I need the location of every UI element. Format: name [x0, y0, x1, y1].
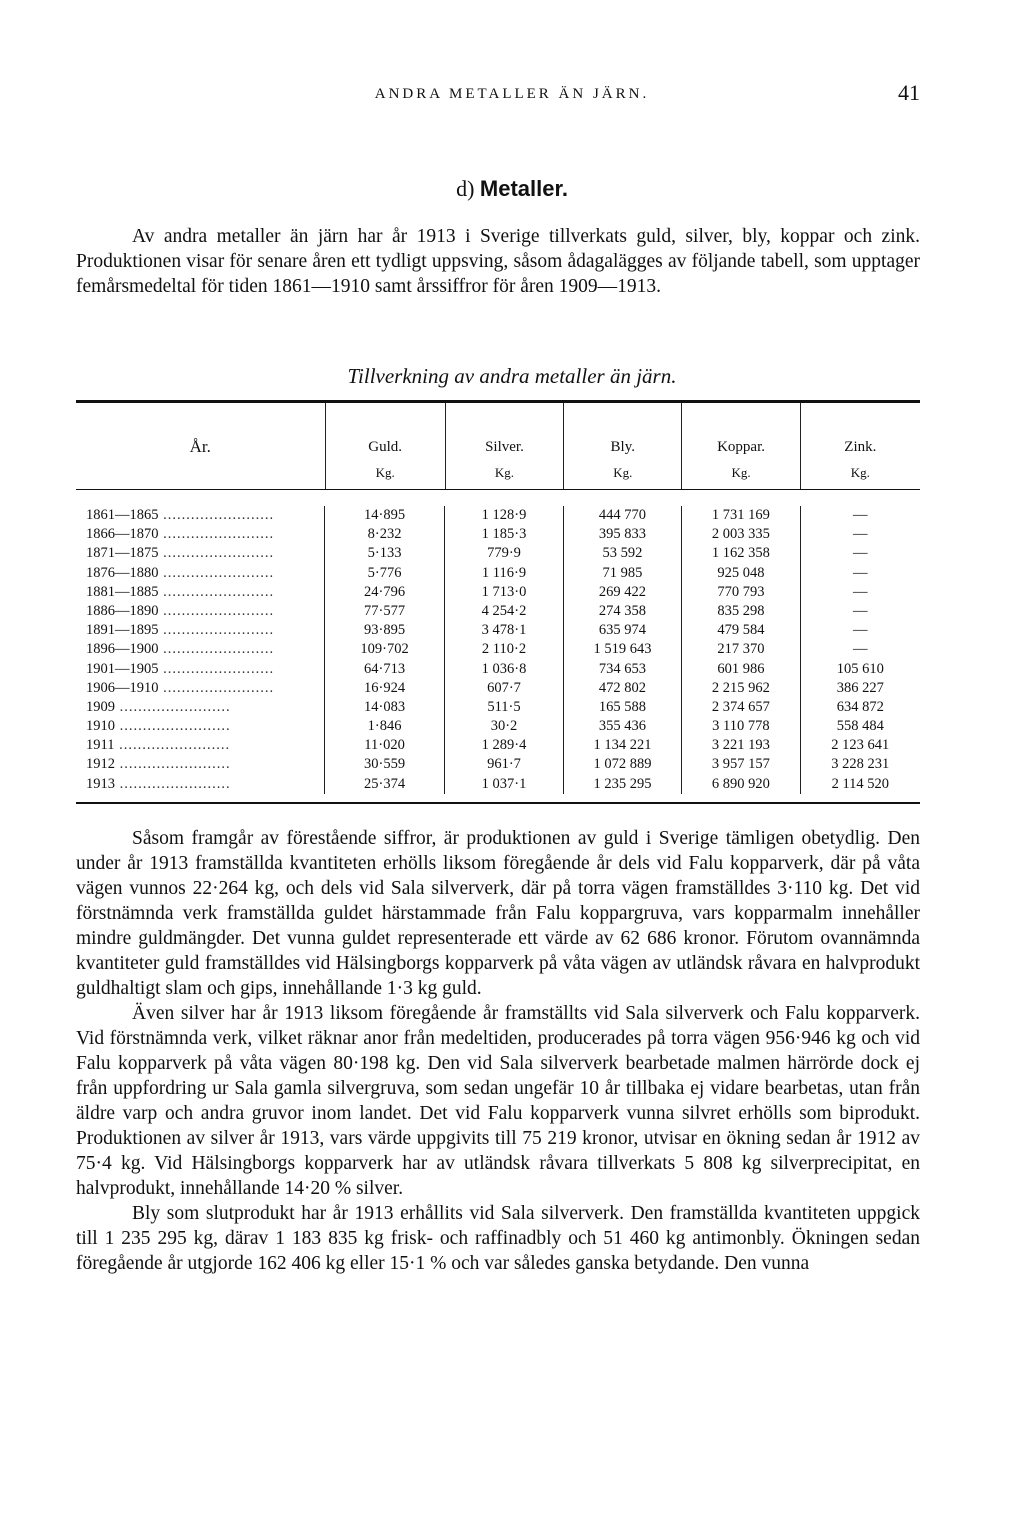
cell-zink — [801, 640, 920, 659]
cell-koppar — [682, 525, 800, 544]
cell-silver-value: 4 254·2 — [481, 602, 527, 619]
cell-bly — [564, 602, 682, 621]
cell-silver — [445, 717, 563, 736]
cell-koppar-value: 3 221 193 — [711, 737, 770, 754]
cell-zink-value: 558 484 — [836, 718, 884, 735]
leader-dots: ........................ — [115, 775, 231, 792]
cell-year-value: 1866—1870 — [86, 526, 159, 543]
cell-bly-value: 395 833 — [598, 526, 646, 543]
cell-guld — [325, 775, 445, 794]
cell-guld-value: 8·232 — [367, 526, 402, 543]
cell-zink — [801, 736, 920, 755]
intro-paragraph: Av andra metaller än järn har år 1913 i Sverige tillverkats guld, silver, bly, koppar och zink. Produktionen visar för senare åren ett tydligt uppsving, såsom ådagalägges av följande tabell, som upptager femårsmedeltal för tiden 1861—1910 samt årssiffror för åren 1909—1913. — [76, 226, 920, 297]
paragraph-bly: Bly som slutprodukt har år 1913 erhållits vid Sala silververk. Den framställda kvantiteten uppgick till 1 235 295 kg, därav 1 183 835 kg frisk- och raffinadbly och 51 460 kg antimonbly. Ökningen sedan föregående år utgjorde 162 406 kg eller 15·1 % och var således ganska betydande. Den vunna — [76, 1203, 920, 1274]
cell-koppar-value: 1 162 358 — [711, 545, 770, 562]
table-row — [76, 698, 920, 717]
cell-guld — [325, 679, 445, 698]
cell-koppar-value: 770 793 — [717, 583, 765, 600]
cell-koppar — [682, 621, 800, 640]
cell-koppar-value: 2 215 962 — [711, 679, 770, 696]
cell-koppar-value: 217 370 — [717, 641, 765, 658]
cell-guld — [325, 660, 445, 679]
cell-bly — [564, 640, 682, 659]
paragraph-silver: Även silver har år 1913 liksom föregående år framställts vid Sala silververk och Falu kopparverk. Vid förstnämnda verk, vilket räknar anor från medeltiden, producerades på torra vägen 956·946 kg och vid Falu kopparverk på våta vägen 80·198 kg. Den vid Sala silververk bearbetade malmen härrörde dock ej från uppfordring ur Sala gamla silvergruva, som sedan ungefär 10 år tillbaka ej vidare bearbetas, utan från äldre varp och andra gruvor inom landet. Det vid Falu kopparverk vunna silvret erhölls som biprodukt. Produktionen av silver år 1913, vars värde uppgivits till 75 219 kronor, utvisar en ökning sedan år 1912 av 75·4 kg. Vid Hälsingborgs kopparverk har av utländsk råvara tillverkats 5 808 kg silverprecipitat, en halvprodukt, innehållande 14·20 % silver. — [76, 1003, 920, 1199]
running-head: ANDRA METALLER ÄN JÄRN. — [374, 86, 650, 102]
cell-silver-value: 1 036·8 — [481, 660, 527, 677]
cell-guld — [325, 736, 445, 755]
cell-koppar — [682, 717, 800, 736]
table-row — [76, 525, 920, 544]
cell-silver — [445, 564, 563, 583]
cell-koppar-value: 2 003 335 — [711, 526, 770, 543]
cell-silver-value: 961·7 — [487, 756, 521, 773]
cell-guld-value: 16·924 — [364, 679, 406, 696]
cell-guld-value: 1·846 — [367, 718, 402, 735]
cell-koppar-value: 3 110 778 — [712, 718, 770, 735]
cell-koppar-value: 601 986 — [717, 660, 765, 677]
cell-koppar — [682, 775, 800, 794]
cell-bly-value: 1 519 643 — [593, 641, 652, 658]
cell-year-value: 1910 — [86, 718, 115, 735]
cell-koppar — [682, 736, 800, 755]
cell-bly — [564, 525, 682, 544]
cell-koppar — [682, 602, 800, 621]
cell-silver — [445, 602, 563, 621]
table-row — [76, 621, 920, 640]
cell-year-value: 1886—1890 — [86, 602, 159, 619]
cell-bly-value: 734 653 — [598, 660, 646, 677]
column-header-label: Zink. — [844, 439, 877, 455]
cell-guld — [325, 698, 445, 717]
leader-dots: ........................ — [115, 756, 231, 773]
cell-bly-value: 444 770 — [598, 507, 646, 523]
cell-koppar-value: 1 731 169 — [711, 507, 770, 523]
cell-bly-value: 274 358 — [598, 602, 646, 619]
cell-guld-value: 30·559 — [364, 756, 406, 773]
cell-year — [76, 775, 325, 794]
cell-koppar-value: 835 298 — [717, 602, 765, 619]
cell-silver-value: 511·5 — [487, 698, 521, 715]
cell-year — [76, 660, 325, 679]
cell-bly-value: 355 436 — [598, 718, 646, 735]
cell-year — [76, 621, 325, 640]
cell-bly-value: 635 974 — [598, 622, 646, 639]
cell-guld — [325, 525, 445, 544]
leader-dots: ........................ — [115, 698, 231, 715]
column-header-unit: Kg. — [613, 465, 633, 480]
cell-year — [76, 717, 325, 736]
column-header-bly — [564, 403, 682, 489]
cell-guld — [325, 583, 445, 602]
cell-year — [76, 544, 325, 563]
cell-guld-value: 77·577 — [364, 602, 406, 619]
body-text — [76, 826, 920, 1276]
cell-koppar — [682, 564, 800, 583]
leader-dots: ........................ — [158, 679, 275, 696]
leader-dots: ........................ — [158, 602, 275, 619]
cell-guld — [325, 717, 445, 736]
cell-guld — [325, 640, 445, 659]
column-header-guld — [326, 403, 446, 489]
table-body — [76, 490, 920, 802]
cell-zink — [801, 583, 920, 602]
cell-bly-value: 165 588 — [598, 698, 646, 715]
cell-year-value: 1876—1880 — [86, 564, 159, 581]
column-header-unit: Kg. — [731, 465, 751, 480]
cell-bly-value: 1 134 221 — [593, 737, 652, 754]
leader-dots: ........................ — [158, 545, 275, 562]
cell-koppar — [682, 544, 800, 563]
table-caption: Tillverkning av andra metaller än järn. — [347, 364, 677, 388]
cell-zink-value: — — [853, 545, 868, 562]
leader-dots: ........................ — [114, 737, 231, 754]
cell-bly — [564, 775, 682, 794]
table-row — [76, 717, 920, 736]
cell-koppar-value: 925 048 — [717, 564, 765, 581]
cell-guld — [325, 544, 445, 563]
production-table — [76, 400, 920, 804]
column-header-label: Koppar. — [717, 439, 766, 455]
cell-year — [76, 698, 325, 717]
table-row — [76, 544, 920, 563]
cell-guld — [325, 602, 445, 621]
cell-year-value: 1911 — [86, 737, 115, 754]
cell-guld — [325, 506, 445, 525]
cell-year — [76, 602, 325, 621]
cell-zink-value: 634 872 — [836, 698, 884, 715]
table-row — [76, 736, 920, 755]
cell-zink — [801, 564, 920, 583]
cell-bly — [564, 583, 682, 602]
cell-koppar — [682, 640, 800, 659]
cell-silver — [445, 698, 563, 717]
leader-dots: ........................ — [115, 718, 231, 735]
cell-guld-value: 24·796 — [364, 583, 406, 600]
cell-bly — [564, 660, 682, 679]
leader-dots: ........................ — [158, 660, 275, 677]
cell-year-value: 1901—1905 — [86, 660, 159, 677]
cell-year-value: 1861—1865 — [86, 507, 159, 523]
cell-bly-value: 1 072 889 — [593, 756, 652, 773]
cell-silver — [445, 640, 563, 659]
cell-koppar — [682, 679, 800, 698]
cell-guld-value: 14·895 — [364, 507, 406, 523]
cell-bly — [564, 698, 682, 717]
cell-zink-value: — — [853, 526, 868, 543]
table-row — [76, 602, 920, 621]
cell-koppar-value: 6 890 920 — [711, 775, 770, 792]
cell-zink — [801, 698, 920, 717]
cell-silver — [445, 679, 563, 698]
cell-silver — [445, 583, 563, 602]
cell-koppar — [682, 660, 800, 679]
cell-guld-value: 109·702 — [360, 641, 409, 658]
cell-zink-value: 105 610 — [836, 660, 884, 677]
column-header-unit: Kg. — [375, 465, 395, 480]
column-header-label: År. — [189, 437, 211, 456]
cell-bly — [564, 717, 682, 736]
cell-zink — [801, 775, 920, 794]
cell-silver-value: 30·2 — [490, 718, 518, 735]
cell-zink-value: — — [853, 622, 868, 639]
cell-silver-value: 1 185·3 — [481, 526, 527, 543]
cell-silver-value: 2 110·2 — [481, 641, 527, 658]
cell-bly — [564, 755, 682, 774]
column-header-silver — [446, 403, 564, 489]
cell-year-value: 1912 — [86, 756, 115, 773]
cell-guld — [325, 564, 445, 583]
cell-koppar-value: 479 584 — [717, 622, 765, 639]
cell-silver-value: 1 116·9 — [481, 564, 527, 581]
cell-year-value: 1881—1885 — [86, 583, 159, 600]
cell-koppar-value: 2 374 657 — [711, 698, 770, 715]
cell-guld-value: 93·895 — [364, 622, 406, 639]
cell-year-value: 1906—1910 — [86, 679, 159, 696]
cell-silver-value: 607·7 — [487, 679, 521, 696]
section-title: Metaller. — [479, 176, 568, 201]
cell-silver-value: 779·9 — [487, 545, 521, 562]
cell-silver — [445, 544, 563, 563]
cell-silver-value: 1 713·0 — [481, 583, 527, 600]
cell-guld — [325, 755, 445, 774]
cell-zink — [801, 544, 920, 563]
column-header-label: Guld. — [368, 439, 403, 455]
cell-bly-value: 71 985 — [602, 564, 643, 581]
cell-zink — [801, 506, 920, 525]
column-header-year — [76, 403, 326, 489]
cell-zink — [801, 525, 920, 544]
leader-dots: ........................ — [158, 526, 275, 543]
column-header-label: Silver. — [485, 439, 524, 455]
cell-bly — [564, 621, 682, 640]
cell-guld-value: 11·020 — [364, 737, 405, 754]
cell-bly-value: 1 235 295 — [593, 775, 652, 792]
table-row — [76, 679, 920, 698]
cell-silver — [445, 775, 563, 794]
cell-silver — [445, 736, 563, 755]
cell-silver-value: 1 128·9 — [481, 507, 527, 523]
leader-dots: ........................ — [158, 583, 275, 600]
paragraph-guld: Såsom framgår av förestående siffror, är produktionen av guld i Sverige tämligen obetydlig. Den under år 1913 framställda kvantiteten erhölls liksom föregående år dels vid Falu kopparverk, där på våta vägen vunnos 22·264 kg, och dels vid Sala silververk, där på torra vägen framställdes 3·110 kg. Det vid förstnämnda verk framställda guldet härstammade från Falu koppargruva, vars kopparmalm innehåller mindre guldmängder. Det vunna guldet representerade ett värde av 62 686 kronor. Förutom ovannämnda kvantiteter guld framställdes vid Hälsingborgs kopparverk på våta vägen av utländsk råvara en halvprodukt guldhaltigt slam och gips, innehållande 1·3 kg guld. — [76, 828, 920, 999]
cell-guld-value: 14·083 — [364, 698, 406, 715]
cell-year — [76, 506, 325, 525]
cell-bly — [564, 679, 682, 698]
cell-guld-value: 5·776 — [367, 564, 402, 581]
table-row — [76, 506, 920, 525]
page-number: 41 — [898, 80, 920, 105]
cell-year-value: 1913 — [86, 775, 115, 792]
cell-zink-value: 2 123 641 — [831, 737, 890, 754]
cell-zink — [801, 679, 920, 698]
cell-koppar — [682, 583, 800, 602]
section-letter: d) — [456, 176, 475, 201]
cell-zink-value: — — [853, 564, 868, 581]
cell-silver-value: 3 478·1 — [481, 622, 527, 639]
cell-bly — [564, 564, 682, 583]
column-header-koppar — [682, 403, 800, 489]
table-row — [76, 775, 920, 794]
cell-silver — [445, 755, 563, 774]
cell-silver — [445, 621, 563, 640]
cell-silver-value: 1 037·1 — [481, 775, 527, 792]
cell-silver — [445, 506, 563, 525]
cell-year — [76, 755, 325, 774]
cell-zink — [801, 717, 920, 736]
cell-zink-value: 2 114 520 — [831, 775, 890, 792]
cell-bly — [564, 506, 682, 525]
cell-year — [76, 564, 325, 583]
table-row — [76, 640, 920, 659]
table-header — [76, 403, 920, 490]
cell-guld-value: 5·133 — [367, 545, 402, 562]
cell-guld — [325, 621, 445, 640]
leader-dots: ........................ — [158, 507, 275, 523]
cell-bly-value: 472 802 — [598, 679, 646, 696]
cell-zink — [801, 755, 920, 774]
cell-zink-value: — — [853, 583, 868, 600]
cell-zink — [801, 660, 920, 679]
leader-dots: ........................ — [158, 564, 275, 581]
column-header-unit: Kg. — [850, 465, 870, 480]
cell-bly-value: 53 592 — [602, 545, 643, 562]
cell-year — [76, 679, 325, 698]
column-header-unit: Kg. — [494, 465, 515, 480]
cell-zink-value: — — [853, 641, 868, 658]
cell-guld-value: 25·374 — [364, 775, 406, 792]
cell-zink — [801, 621, 920, 640]
cell-year — [76, 736, 325, 755]
table-row — [76, 755, 920, 774]
cell-koppar — [682, 506, 800, 525]
cell-year-value: 1896—1900 — [86, 641, 159, 658]
column-header-label: Bly. — [610, 439, 635, 455]
table-row — [76, 564, 920, 583]
cell-zink-value: — — [853, 507, 868, 523]
cell-zink-value: — — [853, 602, 868, 619]
cell-bly — [564, 544, 682, 563]
cell-zink-value: 3 228 231 — [831, 756, 890, 773]
cell-koppar — [682, 755, 800, 774]
leader-dots: ........................ — [158, 641, 275, 658]
cell-year — [76, 525, 325, 544]
cell-silver-value: 1 289·4 — [481, 737, 527, 754]
cell-bly — [564, 736, 682, 755]
cell-year-value: 1891—1895 — [86, 622, 159, 639]
table-row — [76, 660, 920, 679]
cell-zink-value: 386 227 — [836, 679, 884, 696]
cell-bly-value: 269 422 — [598, 583, 646, 600]
leader-dots: ........................ — [158, 622, 275, 639]
cell-guld-value: 64·713 — [364, 660, 406, 677]
cell-koppar-value: 3 957 157 — [711, 756, 770, 773]
cell-year-value: 1871—1875 — [86, 545, 159, 562]
cell-year — [76, 583, 325, 602]
cell-year-value: 1909 — [86, 698, 115, 715]
table-row — [76, 583, 920, 602]
cell-silver — [445, 525, 563, 544]
cell-silver — [445, 660, 563, 679]
cell-zink — [801, 602, 920, 621]
cell-year — [76, 640, 325, 659]
column-header-zink — [801, 403, 920, 489]
section-heading — [0, 176, 1024, 202]
cell-koppar — [682, 698, 800, 717]
